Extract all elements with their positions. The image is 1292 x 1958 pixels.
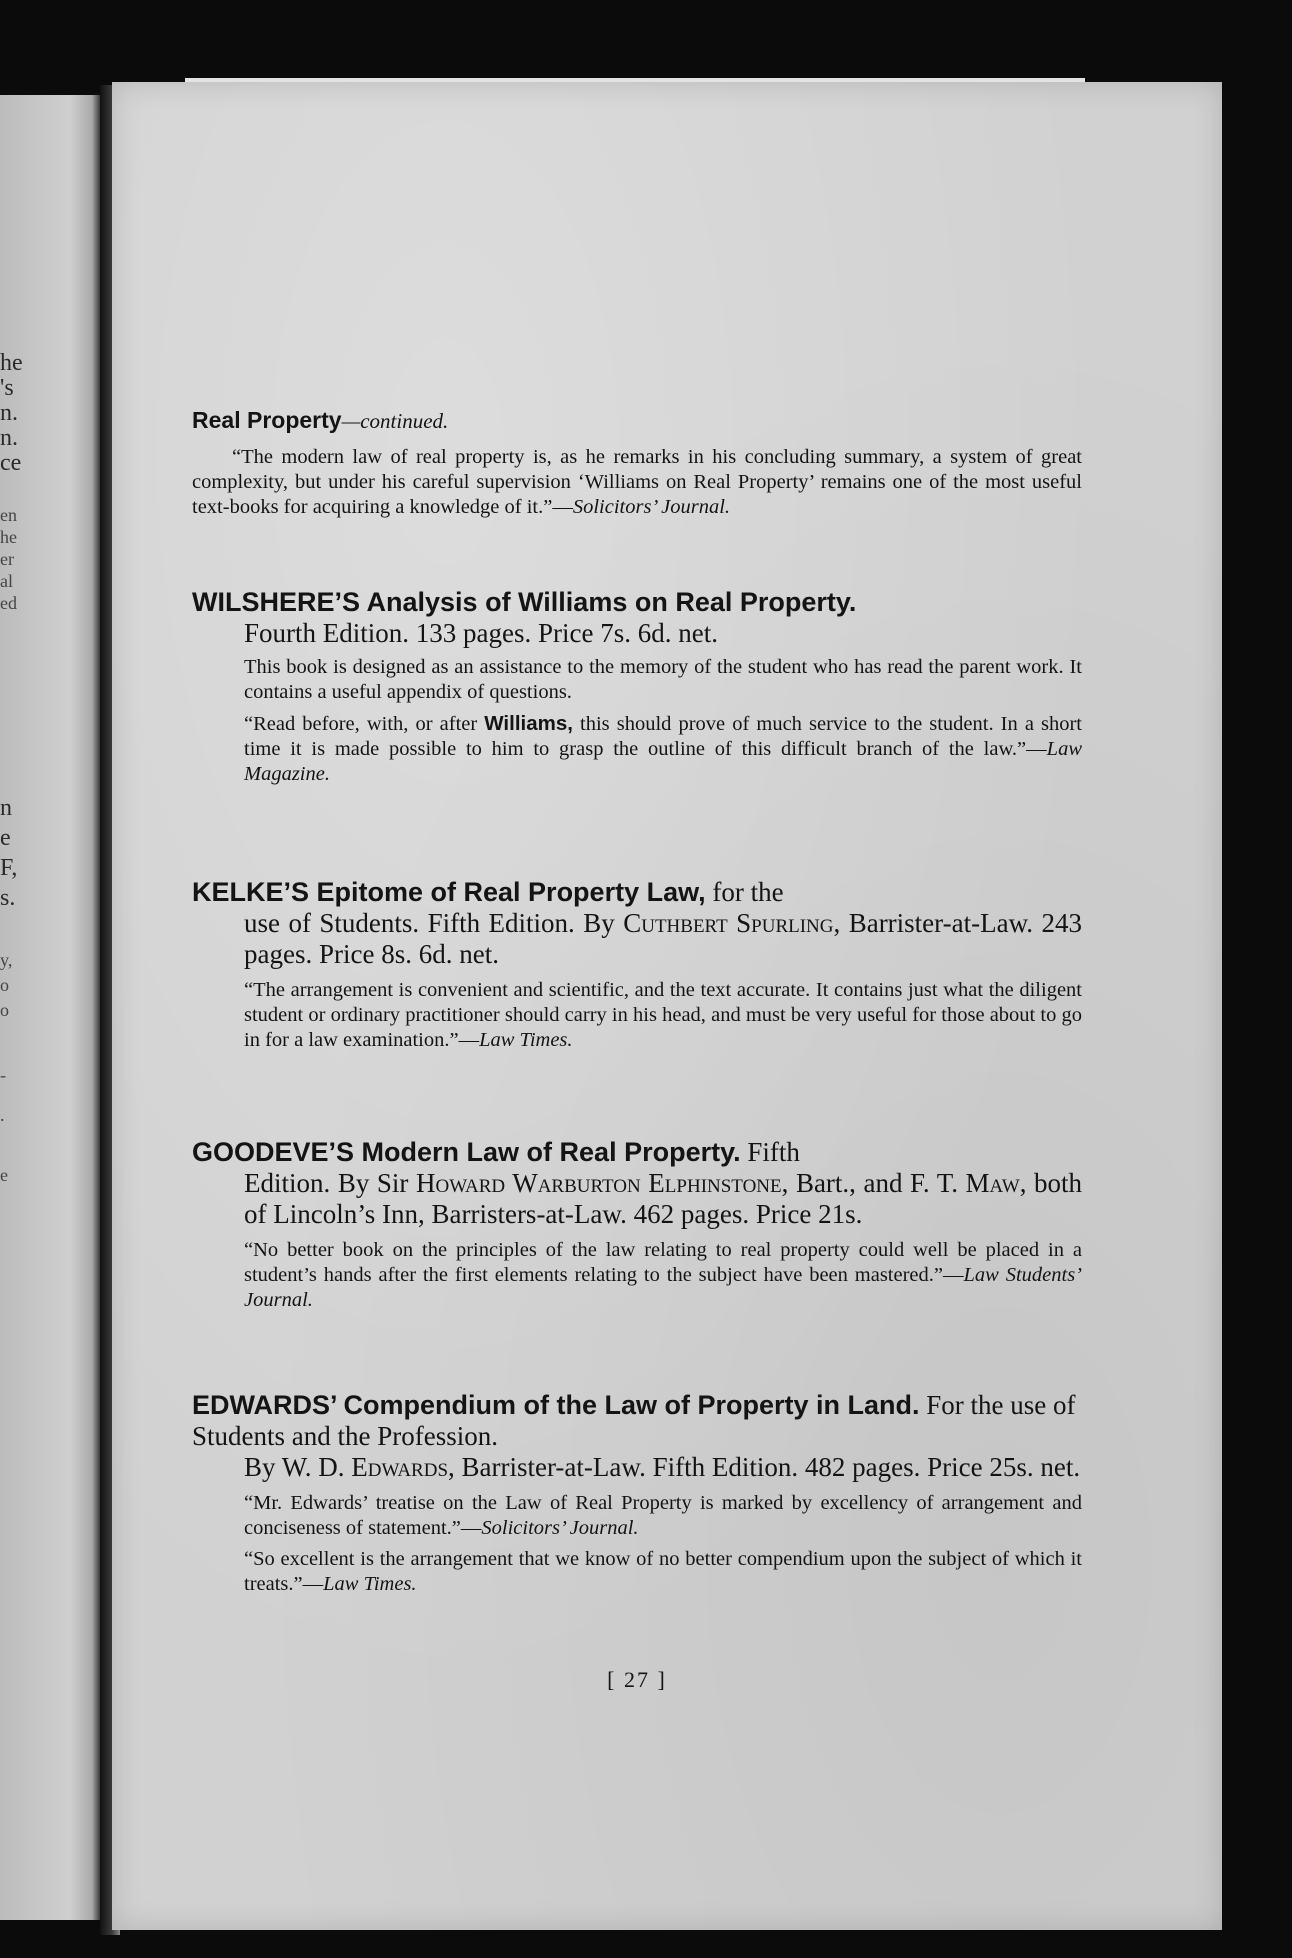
entry-detail: use of Students. Fifth Edition. By Cuthbert Spurling, Barrister-at-Law. 243 pages. Price 8s. 6d. net. (244, 908, 1083, 969)
entry-review: “So excellent is the arrangement that we know of no better compendium upon the subject of which it treats.”—Law Times. (244, 1548, 1082, 1595)
left-fragment: y, (0, 950, 13, 970)
left-fragment: - (0, 1065, 6, 1085)
book-page (112, 82, 1222, 1930)
review-source: Solicitors’ Journal. (481, 1517, 639, 1539)
review-source: Law Students’ Journal. (244, 1264, 1082, 1311)
entry-review: “The arrangement is convenient and scientific, and the text accurate. It contains just what the diligent student or ordinary practitioner should carry in his head, and must be very useful for those about to go in for a law examination.”—Law Times. (244, 979, 1082, 1051)
section-title: Real Property (192, 407, 342, 433)
entry-detail: Fourth Edition. 133 pages. Price 7s. 6d. net. (244, 618, 718, 648)
review-source: Law Times. (323, 1573, 417, 1595)
left-fragment: er (0, 549, 14, 569)
review-text: “The modern law of real property is, as he remarks in his concluding summary, a system of great complexity, but under his careful supervision ‘Williams on Real Property’ remains one of the most useful text-books for acquiring a knowledge of it.”— (192, 446, 1082, 518)
left-fragment: 's (0, 375, 14, 401)
entry-detail: By W. D. Edwards, Barrister-at-Law. Fifth Edition. 482 pages. Price 25s. net. (244, 1452, 1081, 1482)
review-source: Solicitors’ Journal. (572, 496, 731, 518)
entry-title: EDWARDS’ Compendium of the Law of Property in Land. For the use of Students and the Profession. (192, 1390, 1076, 1451)
entry-detail: Edition. By Sir Howard Warburton Elphinstone, Bart., and F. T. Maw, both of Lincoln’s Inn, Barristers-at-Law. 462 pages. Price 21s. (244, 1168, 1083, 1229)
book-entry-wilshere (192, 587, 1082, 787)
left-fragment: ce (0, 450, 22, 476)
left-fragment: he (0, 350, 23, 376)
left-fragment: . (0, 1105, 5, 1125)
left-facing-page (0, 95, 100, 1920)
entry-review: “Read before, with, or after Williams, this should prove of much service to the student. In a short time it is made possible to him to grasp the outline of this difficult branch of the law.”—Law Magazine. (244, 712, 1082, 785)
left-fragment: o (0, 975, 9, 995)
book-entry-kelke (192, 877, 1082, 1053)
review-source: Law Times. (479, 1029, 573, 1051)
left-fragment: F, (0, 855, 18, 881)
left-fragment: n (0, 795, 12, 821)
book-entry-edwards (192, 1390, 1082, 1597)
entry-title: KELKE’S Epitome of Real Property Law, for the (192, 877, 784, 907)
page-number: [ 27 ] (607, 1667, 667, 1692)
entry-description: This book is designed as an assistance to the memory of the student who has read the parent work. It contains a useful appendix of questions. (244, 656, 1082, 703)
left-fragment: n. (0, 425, 18, 451)
left-fragment: n. (0, 400, 18, 426)
left-fragment: ed (0, 593, 17, 613)
entry-title: WILSHERE’S Analysis of Williams on Real Property. (192, 587, 857, 617)
left-fragment: e (0, 825, 11, 851)
section-heading (192, 407, 448, 434)
intro-review (192, 445, 1082, 520)
entry-review: “Mr. Edwards’ treatise on the Law of Real Property is marked by excellency of arrangement and conciseness of statement.”—Solicitors’ Journal. (244, 1492, 1082, 1539)
review-source: Law Magazine. (244, 738, 1082, 785)
section-continued: —continued. (341, 409, 449, 433)
entry-review: “No better book on the principles of the law relating to real property could well be placed in a student’s hands after the first elements relating to the subject have been mastered.”—Law Students’ Journal. (244, 1239, 1082, 1311)
left-fragment: en (0, 505, 17, 525)
left-fragment: e (0, 1165, 8, 1185)
left-fragment: al (0, 571, 13, 591)
entry-title: GOODEVE’S Modern Law of Real Property. Fifth (192, 1137, 800, 1167)
left-fragment: he (0, 527, 17, 547)
book-entry-goodeve (192, 1137, 1082, 1313)
left-fragment: s. (0, 885, 16, 911)
left-fragment: o (0, 1000, 9, 1020)
